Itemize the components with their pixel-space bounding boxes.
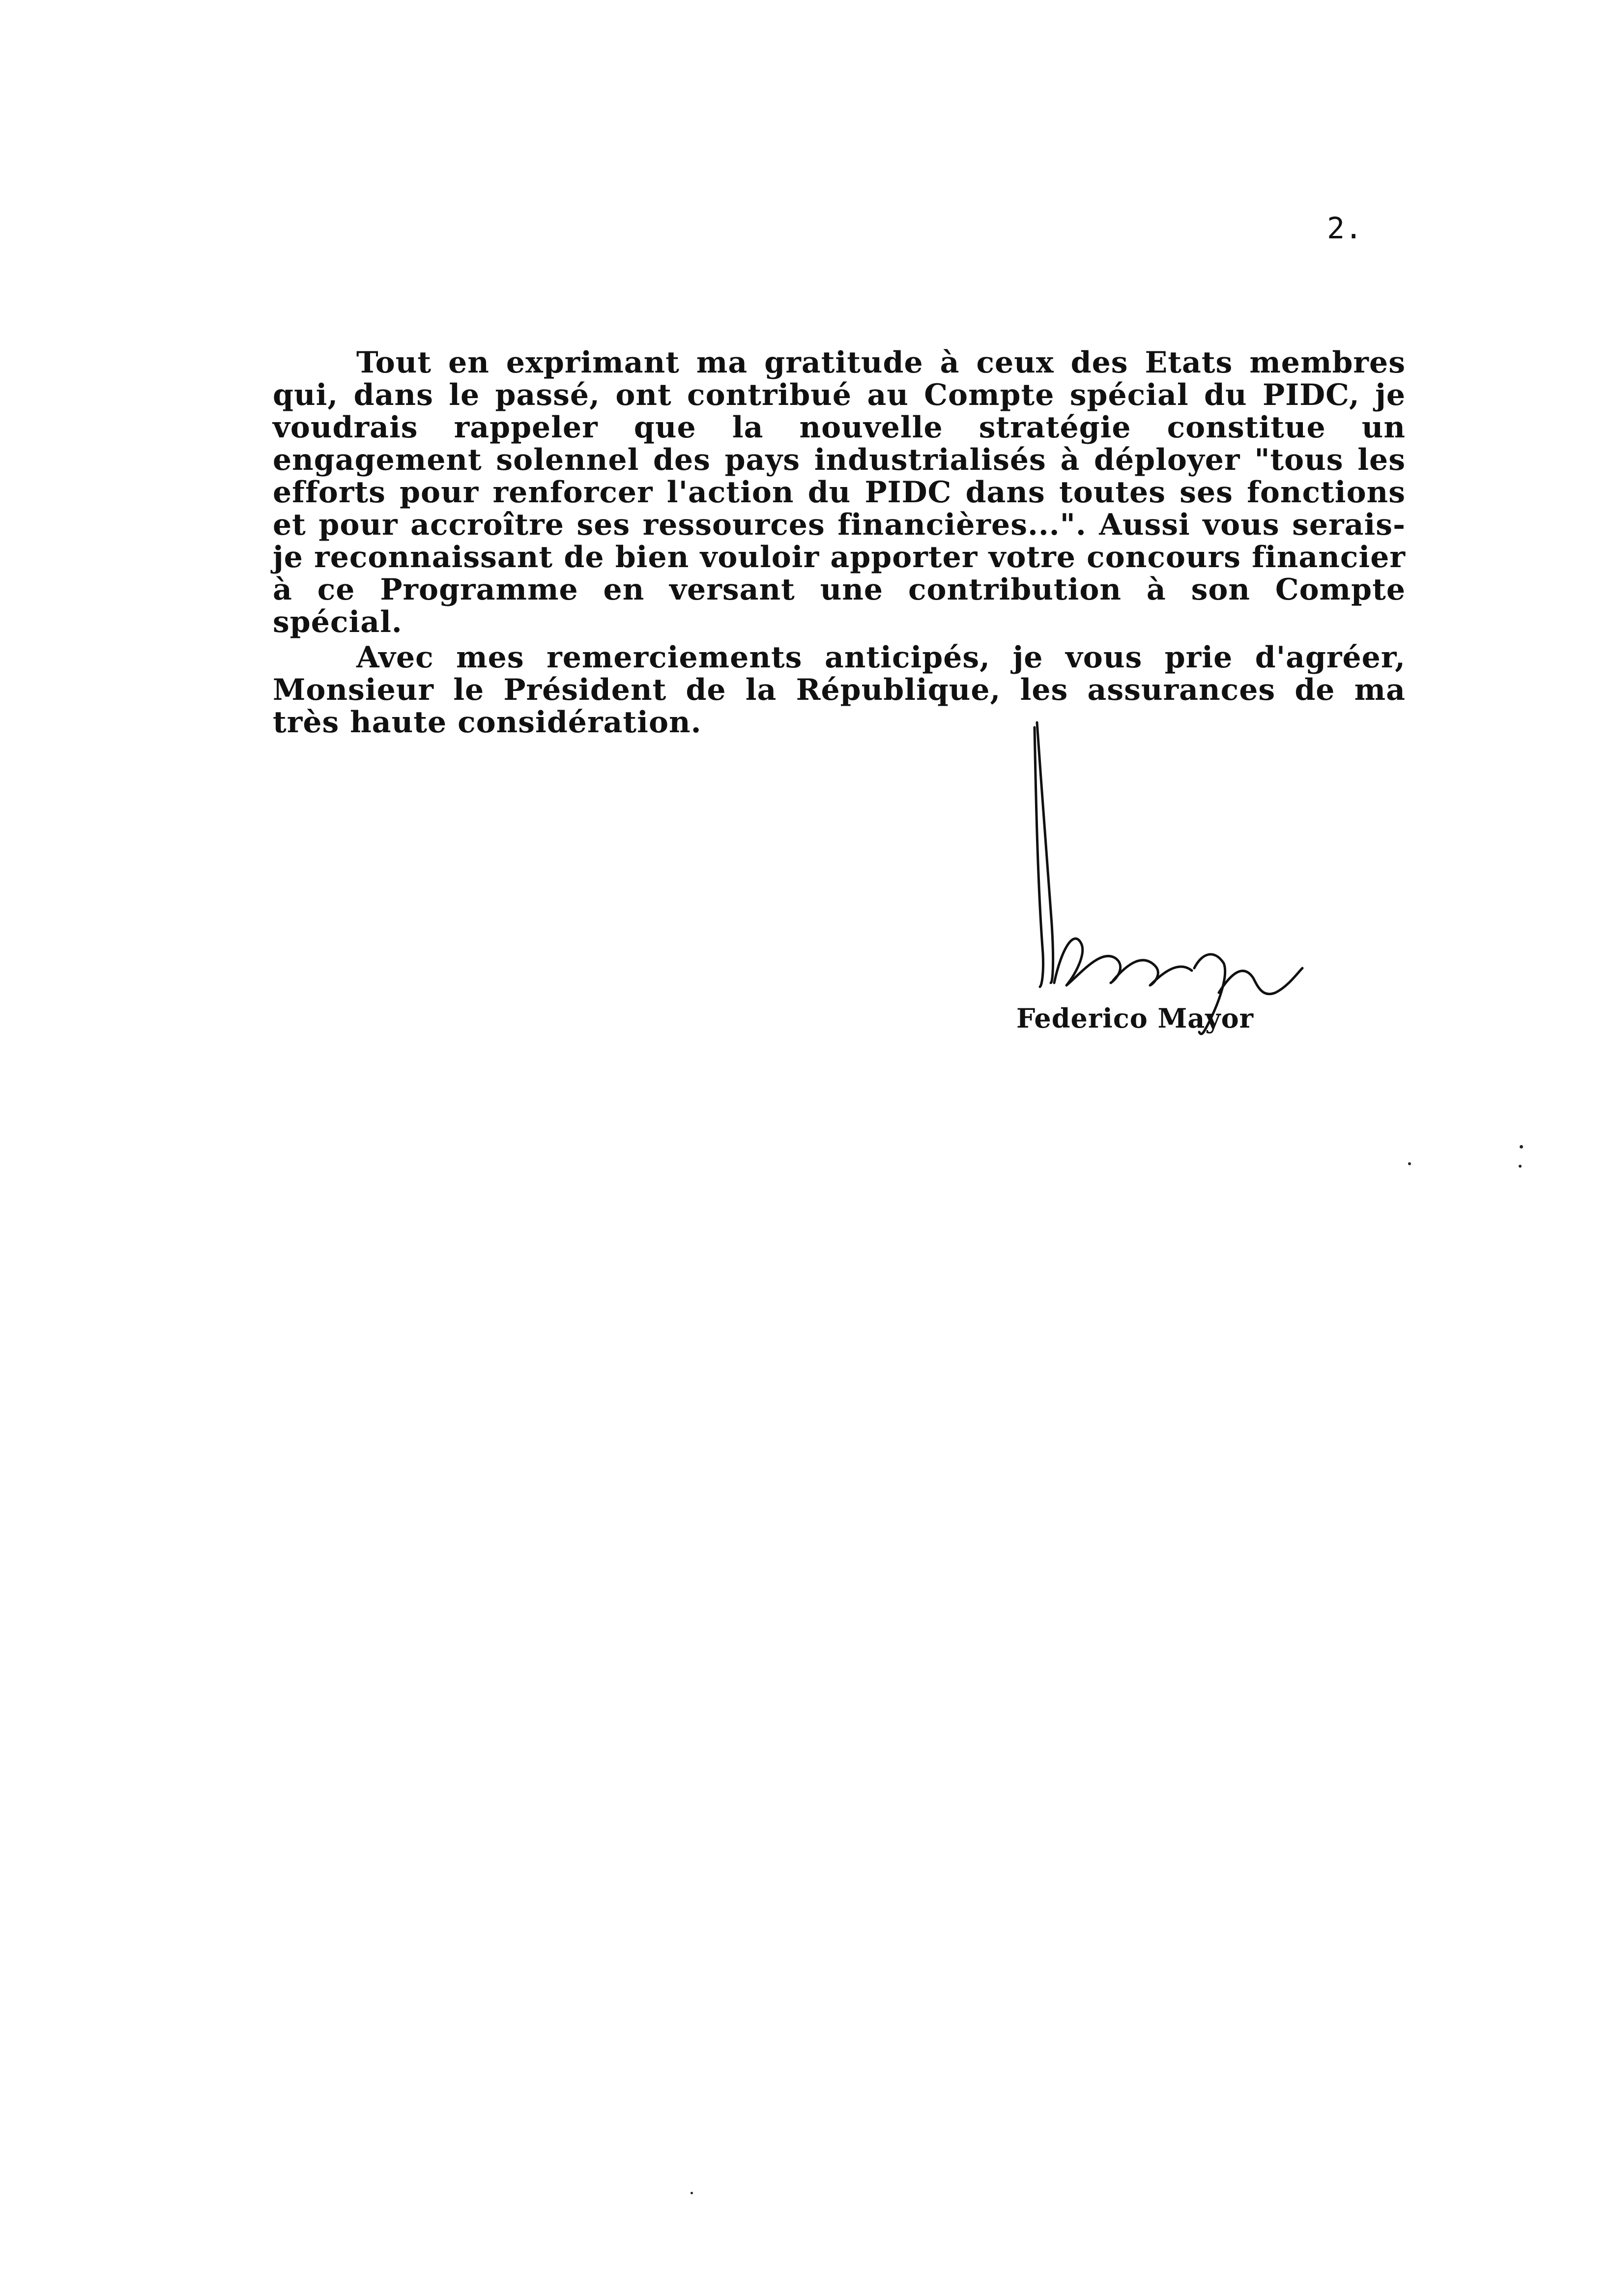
scan-speck <box>691 2192 693 2194</box>
scan-speck <box>1520 1145 1523 1148</box>
paragraph-closing: Avec mes remerciements anticipés, je vous prie d'agréer, Monsieur le Président de la République, les assurances de ma très haute considération. <box>273 640 1406 740</box>
signer-name: Federico Mayor <box>1016 1003 1254 1034</box>
handwritten-signature <box>1008 718 1327 1052</box>
scan-speck <box>1519 1165 1522 1168</box>
signature-icon <box>1008 718 1327 1052</box>
page-number: 2. <box>1327 211 1363 246</box>
scan-speck <box>1408 1162 1411 1165</box>
letter-body <box>273 346 1406 638</box>
paragraph-gratitude: Tout en exprimant ma gratitude à ceux des Etats membres qui, dans le passé, ont contribué au Compte spécial du PIDC, je voudrais rappeler que la nouvelle stratégie constitue un engagement solennel des pays industrialisés à déployer "tous les efforts pour renforcer l'action du PIDC dans toutes ses fonctions et pour accroître ses ressources financières...". Aussi vous serais-je reconnaissant de bien vouloir apporter votre concours financier à ce Programme en versant une contribution à son Compte spécial. <box>273 345 1406 639</box>
